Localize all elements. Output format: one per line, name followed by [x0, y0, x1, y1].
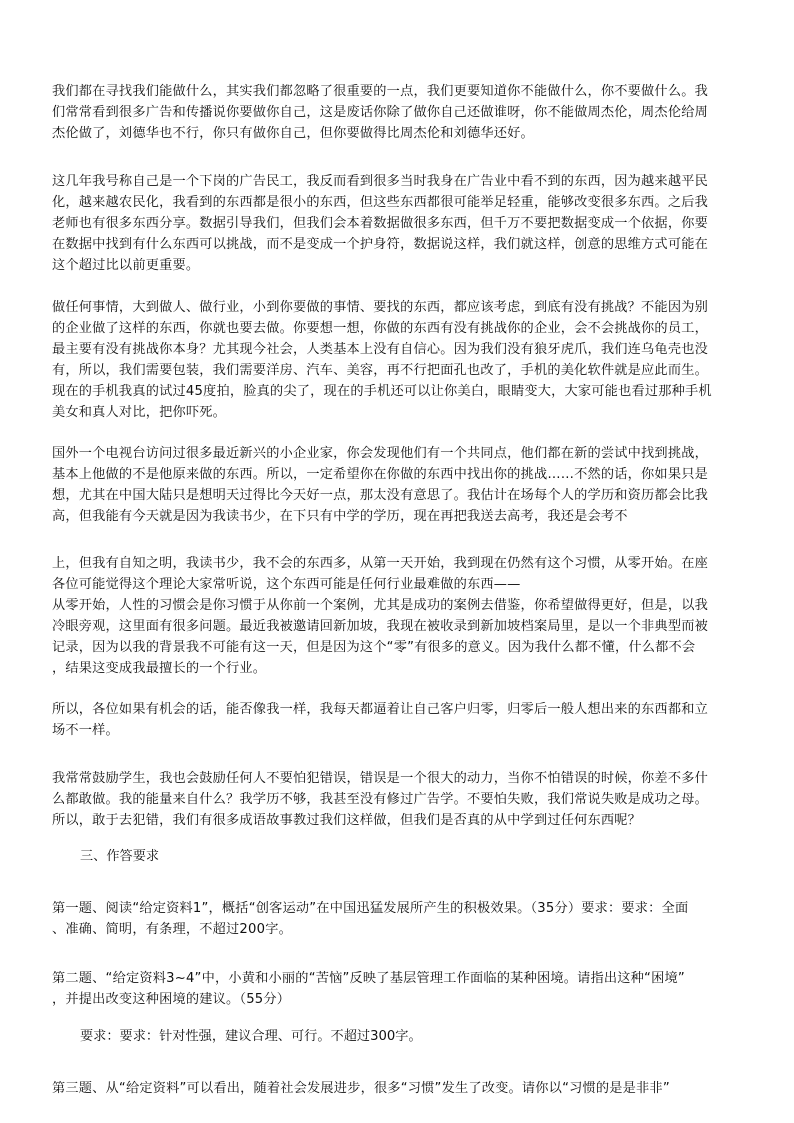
paragraph-2	[52, 171, 742, 276]
text-line: 想，尤其在中国大陆只是想明天过得比今天好一点，那太没有意思了。我估计在场每个人的学历和资历都会比我	[52, 488, 708, 503]
text-line: 的企业做了这样的东西，你就也要去做。你要想一想，你做的东西有没有挑战你的企业，会不会挑战你的员工，	[52, 321, 708, 336]
text-line: 这个超过比以前更重要。	[52, 258, 200, 273]
text-line: ，结果这变成我最擅长的一个行业。	[52, 661, 267, 676]
text-line: 有，所以，我们需要包装，我们需要洋房、汽车、美容，再不行把面孔也改了，手机的美化软件就是应此而生。	[52, 363, 708, 378]
text-line: 上，但我有自知之明，我读书少，我不会的东西多，从第一天开始，我到现在仍然有这个习惯，从零开始。在座	[52, 556, 708, 571]
text-line: 杰伦做了，刘德华也不行，你只有做你自己，但你要做得比周杰伦和刘德华还好。	[52, 126, 534, 141]
text-line: 第一题、阅读“给定资料1”，概括“创客运动”在中国迅猛发展所产生的积极效果。（35分）要求：要求：全面	[52, 901, 689, 916]
paragraph-5	[52, 553, 742, 679]
text-line: 国外一个电视台访问过很多最近新兴的小企业家，你会发现他们有一个共同点，他们都在新的尝试中找到挑战，	[52, 446, 708, 461]
paragraph-3	[52, 297, 742, 423]
text-line: 做任何事情，大到做人、做行业，小到你要做的事情、要找的东西，都应该考虑，到底有没有挑战？不能因为别	[52, 300, 708, 315]
text-line: 第三题、从“给定资料”可以看出，随着社会发展进步，很多“习惯”发生了改变。请你以“习惯的是是非非”	[52, 1081, 670, 1096]
paragraph-1	[52, 81, 742, 144]
text-line: 现在的手机我真的试过45度拍，脸真的尖了，现在的手机还可以让你美白，眼睛变大，大家可能也看过那种手机	[52, 384, 712, 399]
text-line: 最主要有没有挑战你本身？尤其现今社会，人类基本上没有自信心。因为我们没有狼牙虎爪，我们连乌龟壳也没	[52, 342, 708, 357]
question-2-requirement: 要求：要求：针对性强，建议合理、可行。不超过300字。	[80, 1029, 422, 1044]
text-line: 基本上他做的不是他原来做的东西。所以，一定希望你在你做的东西中找出你的挑战……不然的话，你如果只是	[52, 467, 708, 482]
text-line: 所以，敢于去犯错，我们有很多成语故事教过我们这样做，但我们是否真的从中学到过任何东西呢？	[52, 813, 642, 828]
question-1	[52, 898, 742, 940]
text-line: 、准确、简明，有条理，不超过200字。	[52, 922, 292, 937]
text-line: 化，越来越农民化，我看到的东西都是很小的东西，但这些东西都很可能举足轻重，能够改变很多东西。之后我	[52, 195, 708, 210]
text-line: 在数据中找到有什么东西可以挑战，而不是变成一个护身符，数据说这样，我们就这样，创意的思维方式可能在	[52, 237, 708, 252]
text-line: 么都敢做。我的能量来自什么？我学历不够，我甚至没有修过广告学。不要怕失败，我们常说失败是成功之母。	[52, 792, 708, 807]
text-line: 场不一样。	[52, 723, 119, 738]
text-line: 我们都在寻找我们能做什么，其实我们都忽略了很重要的一点，我们更要知道你不能做什么，你不要做什么。我	[52, 84, 708, 99]
paragraph-4	[52, 443, 742, 527]
text-line: ，并提出改变这种困境的建议。（55分）	[52, 992, 291, 1007]
text-line: 从零开始，人性的习惯会是你习惯于从你前一个案例，尤其是成功的案例去借鉴，你希望做得更好，但是，以我	[52, 598, 708, 613]
text-line: 各位可能觉得这个理论大家常听说，这个东西可能是任何行业最难做的东西——	[52, 577, 521, 592]
text-line: 高，但我能有今天就是因为我读书少，在下只有中学的学历，现在再把我送去高考，我还是会考不	[52, 509, 628, 524]
text-line: 记录，因为以我的背景我不可能有这一天，但是因为这个“零”有很多的意义。因为我什么都不懂，什么都不会	[52, 640, 696, 655]
text-line: 第二题、“给定资料3~4”中，小黄和小丽的“苦恼”反映了基层管理工作面临的某种困境。请指出这种“困境”	[52, 971, 685, 986]
text-line: 冷眼旁观，这里面有很多问题。最近我被邀请回新加坡，我现在被收录到新加坡档案局里，是以一个非典型而被	[52, 619, 708, 634]
text-line: 老师也有很多东西分享。数据引导我们，但我们会本着数据做很多东西，但千万不要把数据变成一个依据，你要	[52, 216, 708, 231]
paragraph-7	[52, 768, 742, 831]
section-heading: 三、作答要求	[80, 849, 160, 864]
question-2	[52, 968, 742, 1010]
text-line: 们常常看到很多广告和传播说你要做你自己，这是废话你除了做你自己还做谁呀，你不能做周杰伦，周杰伦给周	[52, 105, 708, 120]
text-line: 美女和真人对比，把你吓死。	[52, 405, 227, 420]
paragraph-6	[52, 699, 742, 741]
question-3	[52, 1078, 742, 1099]
text-line: 这几年我号称自己是一个下岗的广告民工，我反而看到很多当时我身在广告业中看不到的东西，因为越来越平民	[52, 174, 708, 189]
text-line: 所以，各位如果有机会的话，能否像我一样，我每天都逼着让自己客户归零，归零后一般人想出来的东西都和立	[52, 702, 708, 717]
text-line: 我常常鼓励学生，我也会鼓励任何人不要怕犯错误，错误是一个很大的动力，当你不怕错误的时候，你差不多什	[52, 771, 708, 786]
